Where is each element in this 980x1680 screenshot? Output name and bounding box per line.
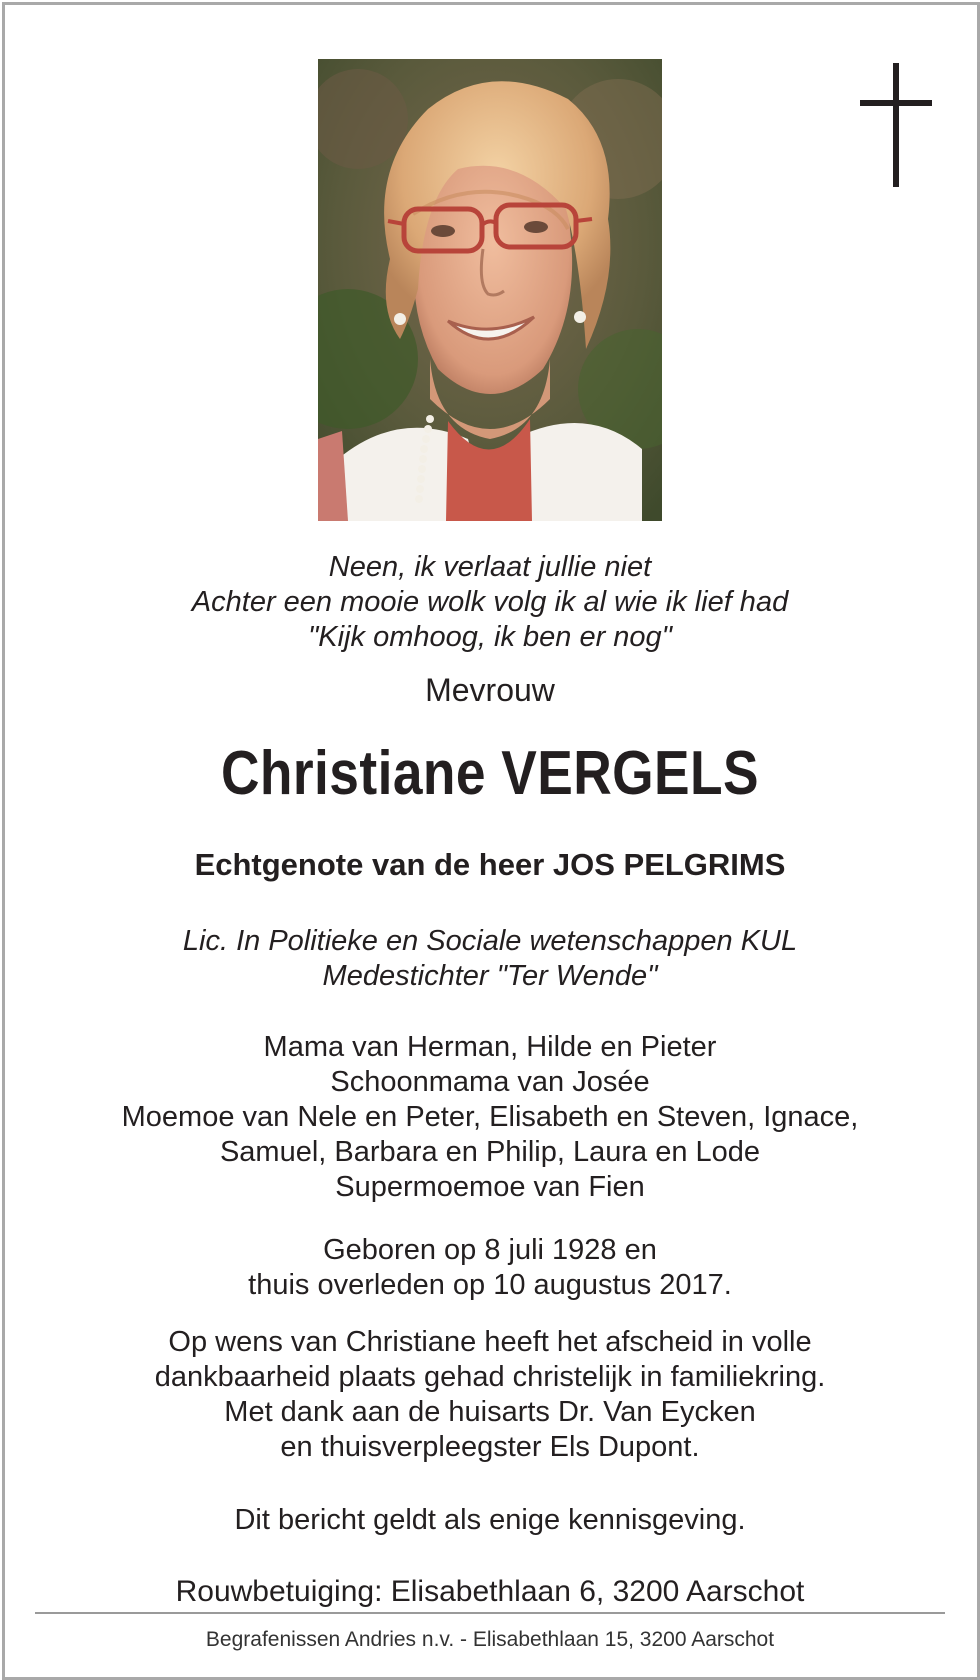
- date-line: Geboren op 8 juli 1928 en: [323, 1234, 657, 1266]
- titles: [0, 924, 980, 994]
- honorific: Mevrouw: [425, 672, 555, 708]
- portrait-photo: [318, 59, 662, 521]
- title-line: Lic. In Politieke en Sociale wetenschappen KUL: [182, 925, 798, 957]
- title-line: Medestichter "Ter Wende": [322, 960, 658, 992]
- poem-line: Neen, ik verlaat jullie niet: [328, 551, 652, 583]
- family-list: [0, 1030, 980, 1205]
- thanks-line: en thuisverpleegster Els Dupont.: [280, 1431, 700, 1463]
- poem-line: Achter een mooie wolk volg ik al wie ik lief had: [191, 586, 789, 618]
- funeral-home-footer: Begrafenissen Andries n.v. - Elisabethlaan 15, 3200 Aarschot: [205, 1628, 775, 1651]
- poem: [0, 550, 980, 655]
- thanks-line: dankbaarheid plaats gehad christelijk in familiekring.: [154, 1361, 826, 1393]
- latin-cross-icon: [860, 63, 932, 187]
- poem-line: "Kijk omhoog, ik ben er nog": [308, 621, 672, 653]
- family-line: Supermoemoe van Fien: [335, 1171, 645, 1203]
- spouse-line: Echtgenote van de heer JOS PELGRIMS: [194, 847, 786, 882]
- condolence-address: Rouwbetuiging: Elisabethlaan 6, 3200 Aarschot: [175, 1575, 805, 1608]
- thanks-line: Op wens van Christiane heeft het afscheid in volle: [168, 1326, 812, 1358]
- family-line: Schoonmama van Josée: [330, 1066, 650, 1098]
- footer-divider: [35, 1612, 945, 1614]
- deceased-name: Christiane VERGELS: [220, 739, 760, 808]
- thanks-paragraph: [0, 1325, 980, 1465]
- family-line: Mama van Herman, Hilde en Pieter: [263, 1031, 717, 1063]
- family-line: Samuel, Barbara en Philip, Laura en Lode: [219, 1136, 761, 1168]
- thanks-line: Met dank aan de huisarts Dr. Van Eycken: [224, 1396, 756, 1428]
- notice: Dit bericht geldt als enige kennisgeving.: [234, 1504, 746, 1536]
- date-line: thuis overleden op 10 augustus 2017.: [248, 1269, 732, 1301]
- dates: [0, 1233, 980, 1303]
- family-line: Moemoe van Nele en Peter, Elisabeth en Steven, Ignace,: [121, 1101, 859, 1133]
